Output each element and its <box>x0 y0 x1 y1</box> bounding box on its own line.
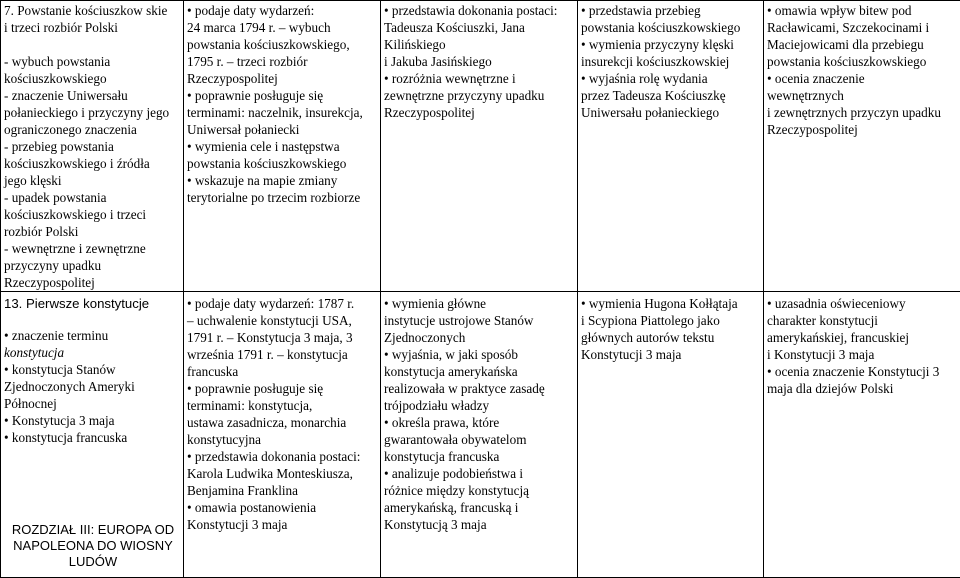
requirement-line: Racławicami, Szczekocinami i <box>767 19 957 36</box>
topic-line: konstytucja <box>4 344 180 361</box>
requirement-line: przez Tadeusza Kościuszkę <box>581 87 760 104</box>
topic-line: Zjednoczonych Ameryki <box>4 378 180 395</box>
topic-line: kościuszkowskiego <box>4 70 180 87</box>
requirement-line: amerykańską, francuską i <box>384 499 574 516</box>
basic-requirements-cell <box>184 1 381 292</box>
requirement-line: ustawa zasadnicza, monarchia <box>187 414 377 431</box>
requirement-line: • poprawnie posługuje się <box>187 87 377 104</box>
topic-line: kościuszkowskiego i źródła <box>4 155 180 172</box>
topic-line: • konstytucja francuska <box>4 429 180 446</box>
requirement-line: realizowała w praktyce zasadę <box>384 380 574 397</box>
spacer <box>4 36 180 53</box>
requirement-line: 1791 r. – Konstytucja 3 maja, 3 <box>187 329 377 346</box>
requirement-line: 1795 r. – trzeci rozbiór <box>187 53 377 70</box>
requirement-line: zewnętrzne przyczyny upadku <box>384 87 574 104</box>
requirement-line: • wskazuje na mapie zmiany <box>187 172 377 189</box>
requirement-line: francuska <box>187 363 377 380</box>
spacer <box>4 312 180 327</box>
requirement-line: terytorialne po trzecim rozbiorze <box>187 189 377 206</box>
requirement-line: Benjamina Franklina <box>187 482 377 499</box>
requirement-line: • przedstawia dokonania postaci: <box>384 2 574 19</box>
requirement-line: • wymienia główne <box>384 295 574 312</box>
requirement-line: • wymienia Hugona Kołłątaja <box>581 295 760 312</box>
topic-line: kościuszkowskiego i trzeci <box>4 206 180 223</box>
requirement-line: terminami: naczelnik, insurekcja, <box>187 104 377 121</box>
requirement-line: Tadeusza Kościuszki, Jana <box>384 19 574 36</box>
chapter-line: ROZDZIAŁ III: EUROPA OD <box>3 522 183 538</box>
topic-line: jego klęski <box>4 172 180 189</box>
requirement-line: insurekcji kościuszkowskiej <box>581 53 760 70</box>
advanced-requirements-cell <box>578 292 764 578</box>
requirement-line: trójpodziału władzy <box>384 397 574 414</box>
excellent-requirements-cell <box>764 1 960 292</box>
requirement-line: wewnętrznych <box>767 87 957 104</box>
basic-requirements-cell <box>184 292 381 578</box>
requirement-line: i Jakuba Jasińskiego <box>384 53 574 70</box>
topic-line: przyczyny upadku <box>4 257 180 274</box>
requirement-line: września 1791 r. – konstytucja <box>187 346 377 363</box>
topic-line: - przebieg powstania <box>4 138 180 155</box>
requirement-line: • określa prawa, które <box>384 414 574 431</box>
topic-line: ograniczonego znaczenia <box>4 121 180 138</box>
excellent-requirements-cell <box>764 292 960 578</box>
requirement-line: • wyjaśnia, w jaki sposób <box>384 346 574 363</box>
topic-line: - znaczenie Uniwersału <box>4 87 180 104</box>
requirement-line: głównych autorów tekstu <box>581 329 760 346</box>
chapter-line: LUDÓW <box>3 554 183 570</box>
requirement-line: Konstytucją 3 maja <box>384 516 574 533</box>
requirement-line: • podaje daty wydarzeń: 1787 r. <box>187 295 377 312</box>
requirement-line: Karola Ludwika Monteskiusza, <box>187 465 377 482</box>
topic-line: rozbiór Polski <box>4 223 180 240</box>
requirement-line: powstania kościuszkowskiego, <box>187 36 377 53</box>
requirement-line: Kilińskiego <box>384 36 574 53</box>
requirement-line: Rzeczypospolitej <box>187 70 377 87</box>
requirement-line: Rzeczypospolitej <box>767 121 957 138</box>
requirement-line: charakter konstytucji <box>767 312 957 329</box>
requirement-line: • uzasadnia oświeceniowy <box>767 295 957 312</box>
topic-cell <box>1 1 184 292</box>
requirement-line: • wymienia przyczyny klęski <box>581 36 760 53</box>
topic-title: 13. Pierwsze konstytucje <box>4 295 180 312</box>
requirement-line: instytucje ustrojowe Stanów <box>384 312 574 329</box>
requirement-line: – uchwalenie konstytucji USA, <box>187 312 377 329</box>
requirement-line: różnice między konstytucją <box>384 482 574 499</box>
requirement-line: • wymienia cele i następstwa <box>187 138 377 155</box>
requirement-line: Uniwersał połaniecki <box>187 121 377 138</box>
topic-line: Rzeczypospolitej <box>4 274 180 291</box>
requirement-line: • przedstawia dokonania postaci: <box>187 448 377 465</box>
requirement-line: • podaje daty wydarzeń: <box>187 2 377 19</box>
requirement-line: powstania kościuszkowskiego <box>581 19 760 36</box>
requirement-line: terminami: konstytucja, <box>187 397 377 414</box>
chapter-heading <box>3 522 183 570</box>
requirement-line: i Scypiona Piattolego jako <box>581 312 760 329</box>
requirement-line: Uniwersału połanieckiego <box>581 104 760 121</box>
requirement-line: Zjednoczonych <box>384 329 574 346</box>
requirement-line: amerykańskiej, francuskiej <box>767 329 957 346</box>
table-row <box>1 1 960 292</box>
extended-requirements-cell <box>381 292 578 578</box>
requirement-line: • poprawnie posługuje się <box>187 380 377 397</box>
requirement-line: • omawia wpływ bitew pod <box>767 2 957 19</box>
requirement-line: • ocenia znaczenie Konstytucji 3 <box>767 363 957 380</box>
requirement-line: Konstytucji 3 maja <box>187 516 377 533</box>
requirement-line: konstytucja amerykańska <box>384 363 574 380</box>
topic-line: - wewnętrzne i zewnętrzne <box>4 240 180 257</box>
requirement-line: i Konstytucji 3 maja <box>767 346 957 363</box>
extended-requirements-cell <box>381 1 578 292</box>
topic-line: 7. Powstanie kościuszkow skie <box>4 2 180 19</box>
requirement-line: Maciejowicami dla przebiegu <box>767 36 957 53</box>
requirement-line: 24 marca 1794 r. – wybuch <box>187 19 377 36</box>
requirement-line: • rozróżnia wewnętrzne i <box>384 70 574 87</box>
requirement-line: i zewnętrznych przyczyn upadku <box>767 104 957 121</box>
topic-line: - upadek powstania <box>4 189 180 206</box>
requirement-line: konstytucja francuska <box>384 448 574 465</box>
requirement-line: • przedstawia przebieg <box>581 2 760 19</box>
topic-line: i trzeci rozbiór Polski <box>4 19 180 36</box>
requirement-line: gwarantowała obywatelom <box>384 431 574 448</box>
topic-line: Północnej <box>4 395 180 412</box>
requirement-line: powstania kościuszkowskiego <box>187 155 377 172</box>
topic-line: • konstytucja Stanów <box>4 361 180 378</box>
requirement-line: maja dla dziejów Polski <box>767 380 957 397</box>
chapter-line: NAPOLEONA DO WIOSNY <box>3 538 183 554</box>
requirement-line: • ocenia znaczenie <box>767 70 957 87</box>
topic-line: połanieckiego i przyczyny jego <box>4 104 180 121</box>
topic-line: • znaczenie terminu <box>4 327 180 344</box>
requirement-line: • wyjaśnia rolę wydania <box>581 70 760 87</box>
topic-line: • Konstytucja 3 maja <box>4 412 180 429</box>
requirement-line: konstytucyjna <box>187 431 377 448</box>
requirement-line: Rzeczypospolitej <box>384 104 574 121</box>
advanced-requirements-cell <box>578 1 764 292</box>
requirement-line: • omawia postanowienia <box>187 499 377 516</box>
requirement-line: • analizuje podobieństwa i <box>384 465 574 482</box>
requirement-line: Konstytucji 3 maja <box>581 346 760 363</box>
topic-line: - wybuch powstania <box>4 53 180 70</box>
requirement-line: powstania kościuszkowskiego <box>767 53 957 70</box>
